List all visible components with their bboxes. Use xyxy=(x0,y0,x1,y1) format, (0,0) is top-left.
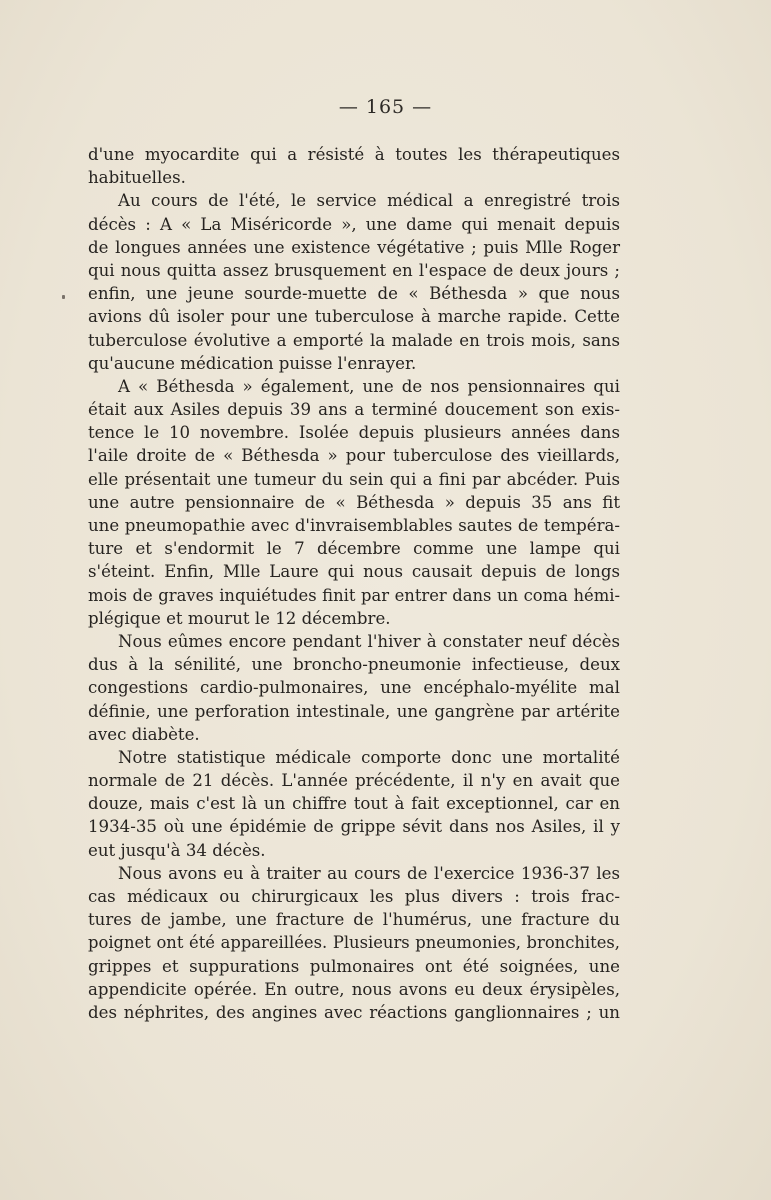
text-line: une autre pensionnaire de « Béthesda » depuis 35 ans fit xyxy=(88,492,620,512)
text-line: habituelles. xyxy=(88,168,186,188)
body-text xyxy=(88,143,620,1024)
text-line: Nous eûmes encore pendant l'hiver à constater neuf décès xyxy=(118,631,620,651)
text-line: décès : A « La Miséricorde », une dame qui menait depuis xyxy=(88,214,620,234)
text-line: normale de 21 décès. L'année précédente, il n'y en avait que xyxy=(88,771,620,791)
text-line: tence le 10 novembre. Isolée depuis plusieurs années dans xyxy=(88,423,620,443)
text-line: eut jusqu'à 34 décès. xyxy=(88,840,266,860)
text-line: qu'aucune médication puisse l'enrayer. xyxy=(88,353,417,373)
text-line: s'éteint. Enfin, Mlle Laure qui nous causait depuis de longs xyxy=(88,562,620,582)
text-line: Au cours de l'été, le service médical a enregistré trois xyxy=(118,191,620,211)
text-line: enfin, une jeune sourde-muette de « Béthesda » que nous xyxy=(88,284,620,304)
text-line: des néphrites, des angines avec réactions ganglionnaires ; un xyxy=(88,1002,620,1022)
text-line: congestions cardio-pulmonaires, une encéphalo-myélite mal xyxy=(88,678,620,698)
text-line: elle présentait une tumeur du sein qui a fini par abcéder. Puis xyxy=(88,469,620,489)
text-line: mois de graves inquiétudes finit par entrer dans un coma hémi- xyxy=(88,585,620,605)
text-line: ture et s'endormit le 7 décembre comme une lampe qui xyxy=(88,539,620,559)
text-line: était aux Asiles depuis 39 ans a terminé doucement son exis- xyxy=(88,400,620,420)
text-line: A « Béthesda » également, une de nos pensionnaires qui xyxy=(118,376,620,396)
text-line: plégique et mourut le 12 décembre. xyxy=(88,608,391,628)
text-line: Nous avons eu à traiter au cours de l'exercice 1936-37 les xyxy=(118,863,620,883)
text-line: douze, mais c'est là un chiffre tout à fait exceptionnel, car en xyxy=(88,794,620,814)
text-line: cas médicaux ou chirurgicaux les plus divers : trois frac- xyxy=(88,887,620,906)
text-line: tuberculose évolutive a emporté la malade en trois mois, sans xyxy=(88,330,620,350)
page-number: — 165 — xyxy=(338,96,433,118)
text-line: avec diabète. xyxy=(88,724,200,744)
margin-mark xyxy=(62,295,65,299)
text-line: de longues années une existence végétative ; puis Mlle Roger xyxy=(88,237,620,257)
text-line: tures de jambe, une fracture de l'humérus, une fracture du xyxy=(88,910,620,930)
text-line: définie, une perforation intestinale, une gangrène par artérite xyxy=(88,701,620,721)
text-line: grippes et suppurations pulmonaires ont été soignées, une xyxy=(88,956,620,976)
text-line: d'une myocardite qui a résisté à toutes les thérapeutiques xyxy=(88,145,620,164)
text-line: appendicite opérée. En outre, nous avons eu deux érysipèles, xyxy=(88,979,620,999)
text-line: l'aile droite de « Béthesda » pour tuberculose des vieillards, xyxy=(88,446,620,466)
text-line: dus à la sénilité, une broncho-pneumonie infectieuse, deux xyxy=(88,655,620,675)
text-line: poignet ont été appareillées. Plusieurs pneumonies, bronchites, xyxy=(88,933,620,953)
text-line: Notre statistique médicale comporte donc une mortalité xyxy=(118,747,620,767)
text-line: une pneumopathie avec d'invraisemblables sautes de tempéra- xyxy=(88,516,620,535)
text-line: qui nous quitta assez brusquement en l'espace de deux jours ; xyxy=(88,260,620,280)
text-line: avions dû isoler pour une tuberculose à marche rapide. Cette xyxy=(88,307,620,327)
text-line: 1934-35 où une épidémie de grippe sévit dans nos Asiles, il y xyxy=(88,817,620,837)
